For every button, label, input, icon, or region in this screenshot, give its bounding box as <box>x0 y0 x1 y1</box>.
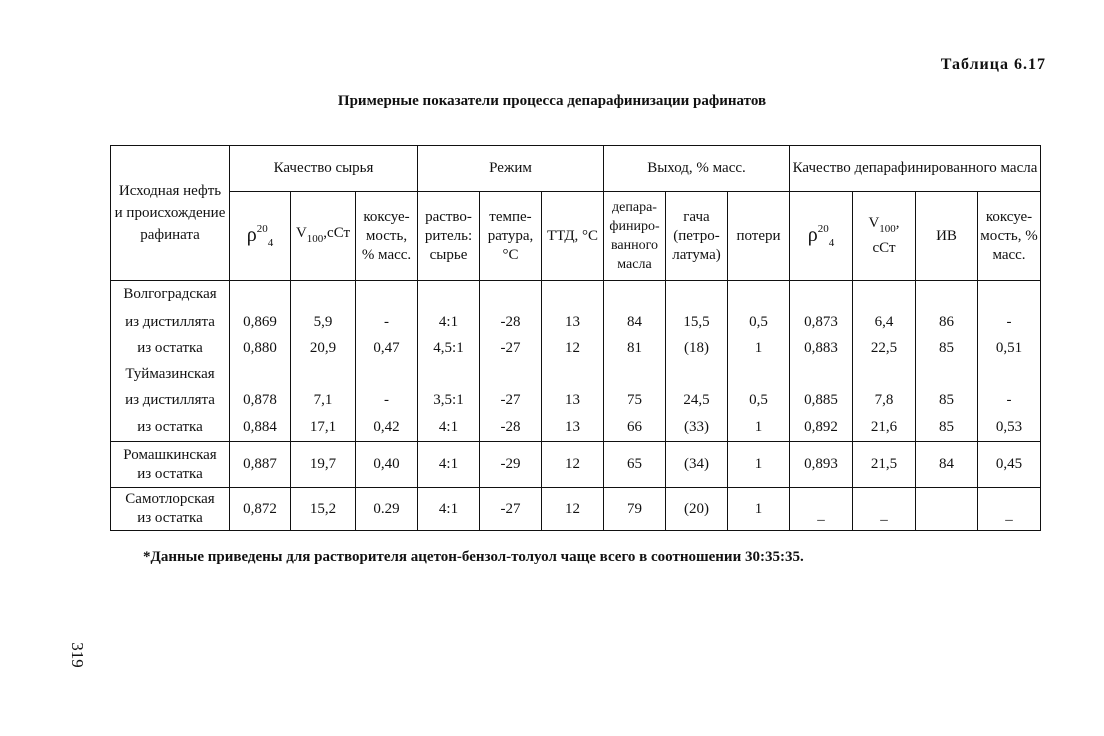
table-cell: (18) <box>666 336 728 362</box>
table-cell: 0,42 <box>356 414 418 442</box>
table-cell: 0,40 <box>356 442 418 488</box>
header-mode: Режим <box>418 146 604 192</box>
table-cell: 84 <box>604 309 666 336</box>
header-viscosity-oil: $V_{100}$, сСт <box>853 192 916 281</box>
table-cell: 85 <box>916 336 978 362</box>
table-cell: -27 <box>480 488 542 531</box>
table-cell: - <box>356 388 418 414</box>
table-cell: 79 <box>604 488 666 531</box>
footnote: *Данные приведены для растворителя ацетон-бензол-толуол чаще всего в соотношении 30:35:35. <box>143 549 804 565</box>
table-cell: 65 <box>604 442 666 488</box>
table-cell: 84 <box>916 442 978 488</box>
table-title: Примерные показатели процесса депарафинизации рафинатов <box>337 93 767 109</box>
table-row <box>111 309 1041 336</box>
table-cell: 0,893 <box>790 442 853 488</box>
table-cell: 0,53 <box>978 414 1041 442</box>
header-solvent-ratio: раство-ритель: сырье <box>418 192 480 281</box>
table-cell: 3,5:1 <box>418 388 480 414</box>
rho-symbol: ρ <box>246 223 257 246</box>
table-cell: 0.29 <box>356 488 418 531</box>
header-losses: потери <box>728 192 790 281</box>
header-iv: ИВ <box>916 192 978 281</box>
table-cell: 81 <box>604 336 666 362</box>
row-label <box>111 488 230 531</box>
table-cell: 0,885 <box>790 388 853 414</box>
dewaxing-table <box>110 145 1041 531</box>
row-sublabel: из остатка <box>137 510 203 526</box>
header-dewaxed: депара-финиро-ванного масла <box>604 192 666 281</box>
visc-unit: сСт <box>872 240 896 256</box>
table-cell: – <box>853 488 916 531</box>
rho-symbol: ρ <box>807 223 818 246</box>
row-label: из дистиллята <box>111 309 230 336</box>
table-cell: -29 <box>480 442 542 488</box>
table-cell: 0,883 <box>790 336 853 362</box>
table-cell: 22,5 <box>853 336 916 362</box>
table-row <box>111 336 1041 362</box>
table-number: Таблица 6.17 <box>940 56 1046 73</box>
table-cell: 13 <box>542 309 604 336</box>
header-gach: гача (петро-латума) <box>666 192 728 281</box>
header-temperature: темпе-ратура, °С <box>480 192 542 281</box>
table-cell: 0,45 <box>978 442 1041 488</box>
table-cell: 1 <box>728 442 790 488</box>
group-name: Туймазинская <box>111 362 230 388</box>
header-density-oil <box>790 192 853 281</box>
table-cell: 17,1 <box>291 414 356 442</box>
table-cell: 4:1 <box>418 309 480 336</box>
header-coke-oil: коксуе-мость, % масс. <box>978 192 1041 281</box>
group-name: Самотлорская <box>125 491 215 507</box>
table-cell: 5,9 <box>291 309 356 336</box>
visc-sub: 100 <box>306 232 324 245</box>
table-cell: - <box>978 309 1041 336</box>
table-row <box>111 388 1041 414</box>
header-ttd: ТТД, °С <box>542 192 604 281</box>
table-cell: 13 <box>542 414 604 442</box>
table-cell: -27 <box>480 336 542 362</box>
row-label: из остатка <box>111 414 230 442</box>
rho-sup: 20 <box>817 222 829 235</box>
table-cell: 13 <box>542 388 604 414</box>
table-cell: 85 <box>916 414 978 442</box>
table-cell: 15,5 <box>666 309 728 336</box>
table-cell: -27 <box>480 388 542 414</box>
table-cell: 4,5:1 <box>418 336 480 362</box>
table-row <box>111 488 1041 531</box>
table-cell: 0,51 <box>978 336 1041 362</box>
table-cell: (20) <box>666 488 728 531</box>
table-row <box>111 362 1041 388</box>
table-cell: 0,873 <box>790 309 853 336</box>
table-row <box>111 281 1041 309</box>
table-cell: 0,878 <box>230 388 291 414</box>
table-cell: 85 <box>916 388 978 414</box>
table-cell: 1 <box>728 336 790 362</box>
row-label <box>111 442 230 488</box>
table-cell: 4:1 <box>418 488 480 531</box>
table-cell: 12 <box>542 336 604 362</box>
table-cell: 0,5 <box>728 309 790 336</box>
table-cell: (33) <box>666 414 728 442</box>
table-cell: 12 <box>542 488 604 531</box>
row-sublabel: из остатка <box>137 465 203 482</box>
row-label: из дистиллята <box>111 388 230 414</box>
table-cell: 20,9 <box>291 336 356 362</box>
table-cell: 12 <box>542 442 604 488</box>
table-cell: 19,7 <box>291 442 356 488</box>
header-density <box>230 192 291 281</box>
table-cell: 15,2 <box>291 488 356 531</box>
rho-sub: 4 <box>267 236 274 249</box>
page-number: 319 <box>67 642 87 668</box>
visc-unit: сСт <box>327 224 351 241</box>
table-cell: 1 <box>728 488 790 531</box>
visc-symbol: V <box>868 215 880 231</box>
table-cell: 24,5 <box>666 388 728 414</box>
table-cell: 0,892 <box>790 414 853 442</box>
group-name: Ромашкинская <box>123 446 217 463</box>
visc-symbol: V <box>295 224 307 241</box>
table-cell: 4:1 <box>418 442 480 488</box>
header-coke: коксуе-мость, % масс. <box>356 192 418 281</box>
header-raw-quality: Качество сырья <box>230 146 418 192</box>
table-cell: 0,887 <box>230 442 291 488</box>
table-cell: - <box>356 309 418 336</box>
table-cell: -28 <box>480 414 542 442</box>
header-source: Исходная нефть и происхождение рафината <box>111 146 230 281</box>
table-cell: 7,1 <box>291 388 356 414</box>
header-viscosity: $V_{100},сСт$ <box>291 192 356 281</box>
table-cell: 4:1 <box>418 414 480 442</box>
table-cell: 1 <box>728 414 790 442</box>
table-cell: - <box>978 388 1041 414</box>
header-oil-quality: Качество депарафинированного масла <box>790 146 1041 192</box>
table-cell: 0,872 <box>230 488 291 531</box>
group-name: Волгоградская <box>111 281 230 309</box>
table-cell: 86 <box>916 309 978 336</box>
table-cell: 0,869 <box>230 309 291 336</box>
table-cell: 21,5 <box>853 442 916 488</box>
visc-sub: 100 <box>879 223 896 235</box>
table-row <box>111 442 1041 488</box>
table-cell: 0,880 <box>230 336 291 362</box>
table-cell: (34) <box>666 442 728 488</box>
table-cell: 6,4 <box>853 309 916 336</box>
table-cell: 0,5 <box>728 388 790 414</box>
table-cell: 75 <box>604 388 666 414</box>
row-label: из остатка <box>111 336 230 362</box>
rho-sub: 4 <box>828 236 835 249</box>
table-row <box>111 414 1041 442</box>
table-cell: 0,47 <box>356 336 418 362</box>
table-cell: – <box>978 488 1041 531</box>
table-cell: 66 <box>604 414 666 442</box>
table-cell: – <box>790 488 853 531</box>
table-cell: 21,6 <box>853 414 916 442</box>
table-cell: 7,8 <box>853 388 916 414</box>
rho-sup: 20 <box>256 222 268 235</box>
header-yield: Выход, % масс. <box>604 146 790 192</box>
table-cell: -28 <box>480 309 542 336</box>
table-cell: 0,884 <box>230 414 291 442</box>
table-cell <box>916 488 978 531</box>
